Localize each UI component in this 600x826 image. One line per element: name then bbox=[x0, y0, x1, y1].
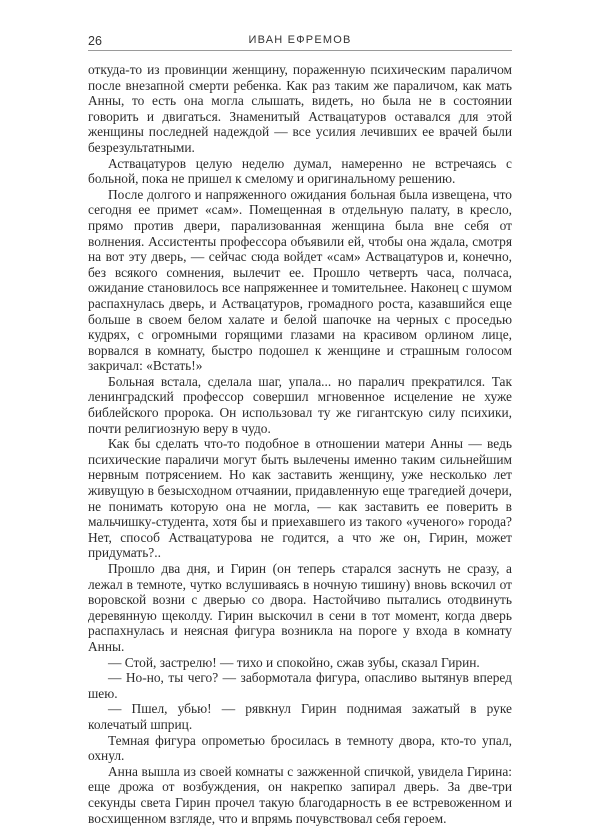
dialogue-line: — Стой, застрелю! — тихо и спокойно, сжав зубы, сказал Гирин. bbox=[108, 654, 480, 670]
paragraph: После долгого и напряженного ожидания больная была извещена, что сегодня ее примет «сам». Помещенная в отдельную палату, в кресло, прямо против двери, парализованная женщина была вне себя от волнения. Ассистенты профессора объявили ей, чтобы она ждала, смотря на вот эту дверь, — сейчас сюда войдет «сам» Аствацатуров и, конечно, без всякого сомнения, вылечит ее. Прошло четверть часа, полчаса, ожидание становилось все напряженнее и томительнее. Наконец с шумом распахнулась дверь, и Аствацатуров, громадного роста, казавшийся еще больше в своем белом халате и белой шапочке на черных с проседью кудрях, с огромными горящими глазами на красивом орлином лице, ворвался в комнату, быстро подошел к женщине и страшным голосом закричал: «Встать!» bbox=[88, 186, 512, 374]
paragraph: Больная встала, сделала шаг, упала... но паралич прекратился. Так ленинградский профессор совершил мгновенное исцеление не хуже библейского пророка. Он использовал ту же гигантскую силу психики, почти религиозную веру в чудо. bbox=[88, 373, 512, 436]
paragraph: Темная фигура опрометью бросилась в темноту двора, кто-то упал, охнул. bbox=[88, 732, 512, 764]
page-number: 26 bbox=[88, 34, 102, 48]
page-header bbox=[88, 28, 512, 51]
paragraph: Прошло два дня, и Гирин (он теперь старался заснуть не сразу, а лежал в темноте, чутко вслушиваясь в ночную тишину) вновь вскочил от воровской возни с дверью со двора. Настойчиво пытались отодвинуть деревянную щеколду. Гирин выскочил в сени в тот момент, когда дверь распахнулась и неясная фигура возникла на пороге у входа в комнату Анны. bbox=[88, 561, 512, 654]
paragraph: Как бы сделать что-то подобное в отношении матери Анны — ведь психические параличи могут быть вылечены именно таким сильнейшим нервным потрясением. Но как заставить женщину, уже несколько лет живущую в безысходном отчаянии, придавленную еще трагедией дочери, не понимать которую она не могла, — как заставить ее поверить в мальчишку-студента, хотя бы и приехавшего из такого «ученого» города? Нет, способ Аствацатурова не годится, а что же он, Гирин, может придумать?.. bbox=[88, 436, 512, 561]
paragraph: Аствацатуров целую неделю думал, намеренно не встречаясь с больной, пока не пришел к смелому и оригинальному решению. bbox=[88, 155, 512, 187]
running-title: ИВАН ЕФРЕМОВ bbox=[248, 34, 352, 46]
paragraph: Анна вышла из своей комнаты с зажженной спичкой, увидела Гирина: еще дрожа от возбуждения, он накрепко запирал дверь. За две-три секунды света Гирин прочел такую благодарность в ее встревоженном и восхищенном взгляде, что и впрямь почувствовал себя героем. bbox=[88, 763, 512, 826]
body-text bbox=[88, 62, 512, 826]
paragraph: откуда-то из провинции женщину, пораженную психическим параличом после внезапной смерти ребенка. Как раз таким же параличом, как мать Анны, то есть она могла слышать, видеть, но была не в состоянии говорить и двигаться. Знаменитый Аствацатуров оставался для этой женщины последней надеждой — все усилия лечивших ее врачей были безрезультатными. bbox=[88, 62, 512, 155]
dialogue-line: — Но-но, ты чего? — забормотала фигура, опасливо вытянув вперед шею. bbox=[88, 670, 512, 701]
dialogue-line: — Пшел, убью! — рявкнул Гирин поднимая зажатый в руке колечатый шприц. bbox=[88, 701, 512, 732]
